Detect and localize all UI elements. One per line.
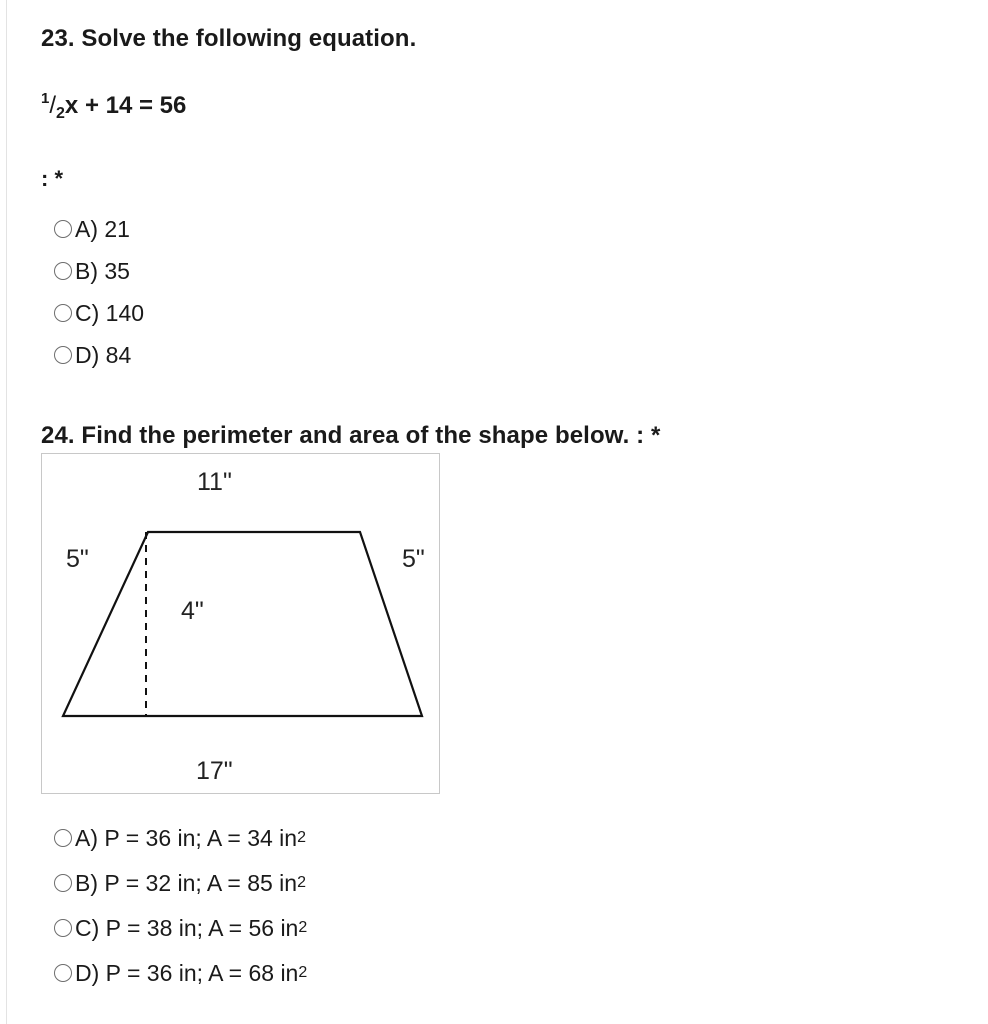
fraction-denominator: 2 xyxy=(56,105,65,122)
q24-option-b[interactable]: B) P = 32 in; A = 85 in 2 xyxy=(54,868,306,898)
question-23-title: 23. Solve the following equation. xyxy=(41,25,417,52)
radio-button[interactable] xyxy=(54,964,72,982)
fraction-numerator: 1 xyxy=(41,90,50,107)
option-label: C) 140 xyxy=(75,299,145,326)
radio-button[interactable] xyxy=(54,262,72,280)
q24-option-a[interactable]: A) P = 36 in; A = 34 in 2 xyxy=(54,823,306,853)
q23-option-c[interactable] xyxy=(54,298,144,328)
question-23-equation xyxy=(41,92,186,120)
q23-option-a[interactable] xyxy=(54,214,130,244)
trapezoid-shape xyxy=(63,532,422,716)
bottom-side-label: 17" xyxy=(196,757,233,785)
left-side-label: 5" xyxy=(66,545,89,573)
radio-button[interactable] xyxy=(54,304,72,322)
page-left-border xyxy=(6,0,7,1024)
option-label: D) P = 36 in; A = 68 in xyxy=(75,959,299,986)
equation-rest: x + 14 = 56 xyxy=(64,92,187,119)
trapezoid-diagram xyxy=(42,454,441,795)
radio-button[interactable] xyxy=(54,220,72,238)
q24-option-d[interactable]: D) P = 36 in; A = 68 in 2 xyxy=(54,958,307,988)
radio-button[interactable] xyxy=(54,919,72,937)
option-label: D) 84 xyxy=(75,341,132,368)
option-label: C) P = 38 in; A = 56 in xyxy=(75,914,299,941)
height-label: 4" xyxy=(181,597,204,625)
radio-button[interactable] xyxy=(54,829,72,847)
radio-button[interactable] xyxy=(54,346,72,364)
option-label: A) 21 xyxy=(75,215,130,242)
trapezoid-figure xyxy=(41,453,440,794)
option-label: A) P = 36 in; A = 34 in xyxy=(75,824,298,851)
option-label: B) P = 32 in; A = 85 in xyxy=(75,869,298,896)
required-marker: : * xyxy=(41,166,63,191)
right-side-label: 5" xyxy=(402,545,425,573)
q23-option-b[interactable] xyxy=(54,256,130,286)
top-side-label: 11" xyxy=(197,468,232,496)
q23-option-d[interactable] xyxy=(54,340,131,370)
option-label: B) 35 xyxy=(75,257,130,284)
q24-option-c[interactable]: C) P = 38 in; A = 56 in 2 xyxy=(54,913,307,943)
radio-button[interactable] xyxy=(54,874,72,892)
question-24-title: 24. Find the perimeter and area of the shape below. : * xyxy=(41,422,661,449)
fraction-slash: / xyxy=(49,92,57,119)
